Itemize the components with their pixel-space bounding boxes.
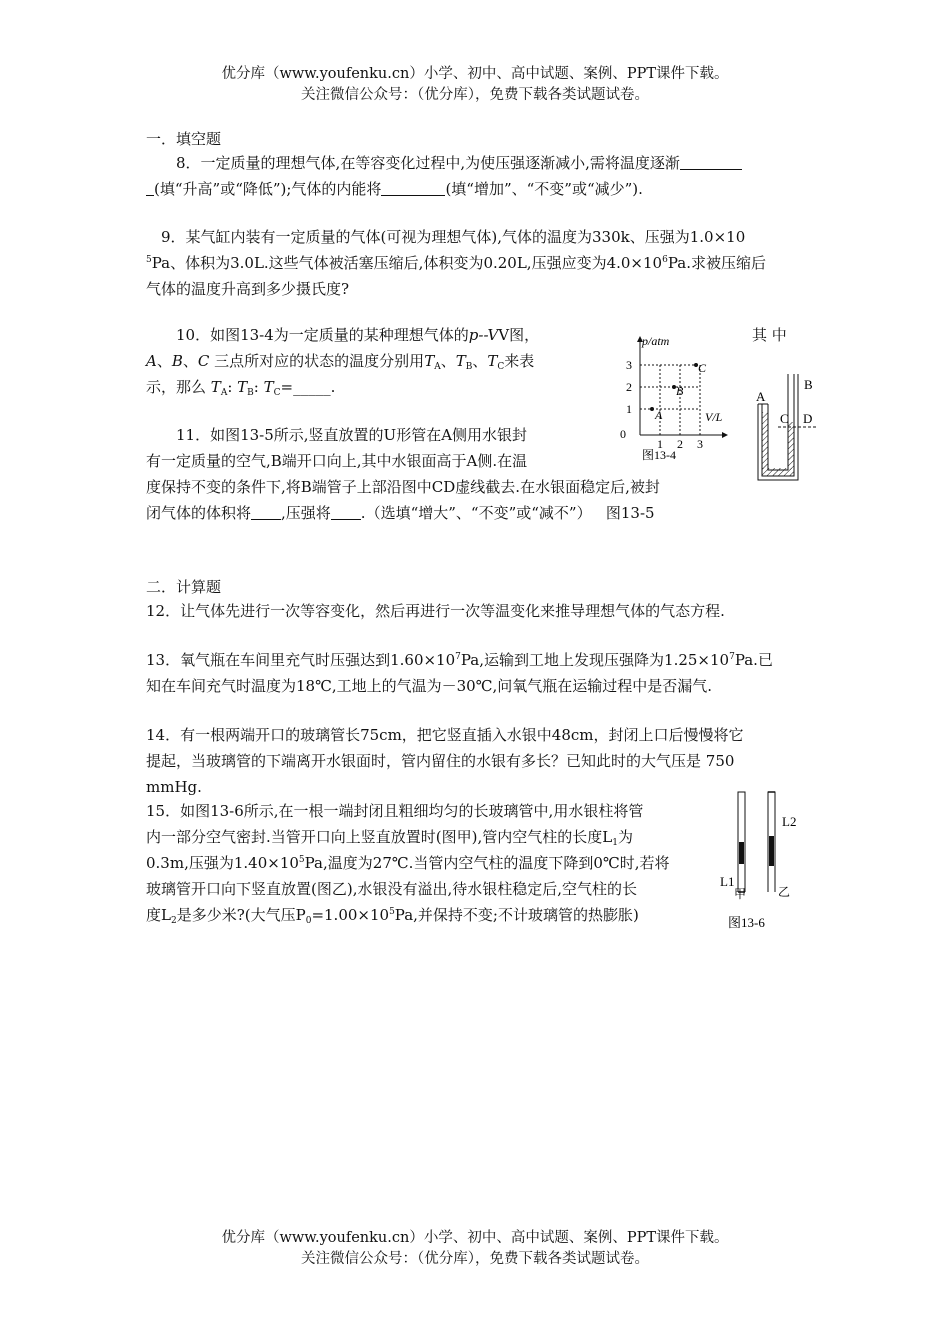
- q12-text: 12．让气体先进行一次等容变化，然后再进行一次等温变化来推导理想气体的气态方程.: [146, 602, 725, 620]
- q15-line5d: Pa,并保持不变;不计玻璃管的热膨胀): [394, 906, 639, 924]
- mercury-jia: [739, 842, 744, 864]
- q9-exp5: 5: [146, 255, 152, 265]
- figure-13-4-caption: 图13-4: [642, 448, 676, 462]
- page-header: [0, 64, 950, 106]
- label-yi: 乙: [778, 885, 791, 899]
- q15-line5b: 是多少米?(大气压P: [176, 906, 306, 924]
- header-line-1: 优分库（www.youfenku.cn）小学、初中、高中试题、案例、PPT课件下载。: [221, 66, 729, 82]
- q10-blank-tc[interactable]: =_____.: [280, 378, 336, 396]
- label-a: A: [655, 408, 663, 422]
- label-jia: 甲: [734, 887, 747, 901]
- question-10: 10．如图13-4为一定质量的某种理想气体的p--VV图， A、B、C 三点所对应的状态的温度分别用$T_A$、$T_B$、$T_C$来表 示，那么 $T_A$: $T_B$: $T_C=\_\_\_\_\_$.: [146, 326, 540, 398]
- figure-13-5: [748, 370, 828, 482]
- mercury-left: [762, 412, 768, 470]
- q14-line3: mmHg.: [146, 778, 202, 796]
- q11-figure-ref: 图13-5: [605, 504, 655, 522]
- figure-13-6-caption: 图13-6: [728, 915, 765, 930]
- label-b: B: [676, 384, 684, 398]
- label-c: C: [698, 361, 707, 375]
- mercury-yi: [769, 836, 774, 866]
- label-b: B: [804, 377, 813, 392]
- q9-line1: 9．某气缸内装有一定质量的气体(可视为理想气体),气体的温度为330k、压强为1.0×10: [161, 228, 746, 246]
- q11-line4a: 闭气体的体积将: [146, 504, 252, 522]
- q9-exp6: 6: [662, 255, 668, 265]
- q9-line2b: Pa.求被压缩后: [667, 254, 766, 272]
- q11-line2: 有一定质量的空气,B端开口向上,其中水银面高于A侧.在温: [146, 452, 528, 470]
- x-tick-3: 3: [697, 437, 703, 451]
- q10-line3a: 示，那么: [146, 378, 207, 396]
- q9-line2a: Pa、体积为3.0L.这些气体被活塞压缩后,体积变为0.20L,压强应变为4.0×10: [151, 254, 663, 272]
- q13-exp-2: 7: [729, 652, 735, 662]
- y-axis-label: p/atm: [642, 334, 670, 348]
- label-l1: L1: [720, 874, 735, 889]
- q11-blank-2[interactable]: [331, 503, 361, 520]
- figure-13-6: [712, 790, 812, 935]
- q15-line5a: 度L: [146, 906, 171, 924]
- header-line-2: 关注微信公众号：（优分库），免费下载各类试题试卷。: [301, 87, 649, 103]
- q8-line2b: (填“增加”、“不变”或“减少”).: [445, 180, 643, 198]
- section-1-title: 一．填空题: [146, 130, 222, 148]
- q11-line4c: .（选填“增大”、“不变”或“减不”）: [360, 504, 592, 522]
- q15-line3b: Pa,温度为27℃.当管内空气柱的温度下降到0℃时,若将: [304, 854, 670, 872]
- q10-qizhong: 其 中: [752, 326, 787, 344]
- page-footer: [0, 1228, 950, 1270]
- q10-line1: 10．如图13-4为一定质量的某种理想气体的: [176, 326, 469, 344]
- q14-line2: 提起，当玻璃管的下端离开水银面时，管内留住的水银有多长？已知此时的大气压是 750: [146, 752, 735, 770]
- q14-line1: 14．有一根两端开口的玻璃管长75cm，把它竖直插入水银中48cm，封闭上口后慢慢将它: [146, 726, 744, 744]
- q15-line1: 15．如图13-6所示,在一根一端封闭且粗细均匀的长玻璃管中,用水银柱将管: [146, 802, 644, 820]
- q15-line2-end: 为: [617, 828, 633, 846]
- y-tick-2: 2: [626, 380, 632, 394]
- question-9: [146, 224, 810, 302]
- q13-line2: 知在车间充气时温度为18℃,工地上的气温为－30℃,问氧气瓶在运输过程中是否漏气.: [146, 677, 713, 695]
- q10-line2: 三点所对应的状态的温度分别用: [214, 352, 425, 370]
- q11-line1: 11．如图13-5所示,竖直放置的U形管在A侧用水银封: [176, 426, 528, 444]
- label-d: D: [803, 411, 813, 426]
- section-2-title: 二．计算题: [146, 578, 222, 596]
- question-13: [146, 647, 810, 699]
- x-tick-1: 1: [657, 437, 663, 451]
- q10-line1b: V图，: [498, 326, 540, 344]
- q8-blank-2[interactable]: [381, 179, 445, 196]
- question-12: [146, 598, 810, 624]
- q8-blank-1-cont: [146, 179, 154, 196]
- question-8: [146, 150, 806, 202]
- q15-line3a: 0.3m,压强为1.40×10: [146, 854, 299, 872]
- origin-label: 0: [620, 427, 626, 441]
- question-14: [146, 722, 810, 800]
- q15-exp-1: 5: [298, 855, 305, 865]
- q15-line4: 玻璃管开口向下竖直放置(图乙),水银没有溢出,待水银柱稳定后,空气柱的长: [146, 880, 638, 898]
- x-tick-2: 2: [677, 437, 683, 451]
- q15-line2: 内一部分空气密封.当管开口向上竖直放置时(图甲),管内空气柱的长度L: [146, 828, 613, 846]
- q13-line1c: Pa.已: [734, 651, 773, 669]
- label-a: A: [756, 389, 766, 404]
- q13-line1a: 13．氧气瓶在车间里充气时压强达到1.60×10: [146, 651, 456, 669]
- label-l2: L2: [782, 814, 797, 829]
- q13-exp-1: 7: [455, 652, 461, 662]
- point-a: [650, 407, 654, 411]
- q11-blank-1[interactable]: [251, 503, 281, 520]
- q15-exp-2: 5: [389, 907, 395, 917]
- q10-pv: p--V: [468, 326, 499, 344]
- q8-blank-1[interactable]: [680, 153, 742, 170]
- question-15: 15．如图13-6所示,在一根一端封闭且粗细均匀的长玻璃管中,用水银柱将管 内一部分空气密封.当管开口向上竖直放置时(图甲),管内空气柱的长度$L_1$为 0.3m,压强为$1.40\times 10^5Pa$,温度为27℃.当管内空气柱的温度下降到0℃时,若将 玻璃管开口向下竖直放置(图乙),水银没有溢出,待水银柱稳定后,空气柱的长 度$L_2$是多少米?(大气压$P_0=1.00\times 10^5Pa$,并保持不变;不计玻璃管的热膨胀): [146, 798, 706, 928]
- q9-line3: 气体的温度升高到多少摄氏度?: [146, 280, 350, 298]
- footer-line-1: 优分库（www.youfenku.cn）小学、初中、高中试题、案例、PPT课件下载。: [221, 1230, 729, 1246]
- q8-line1: 8．一定质量的理想气体,在等容变化过程中,为使压强逐渐减小,需将温度逐渐: [176, 154, 680, 172]
- q11-line4b: ,压强将: [281, 504, 331, 522]
- q11-line3: 度保持不变的条件下,将B端管子上部沿图中CD虚线截去.在水银面稳定后,被封: [146, 478, 660, 496]
- mercury-right: [788, 422, 794, 470]
- x-axis-label: V/L: [705, 410, 723, 424]
- q15-line5c: =1.00×10: [311, 906, 390, 924]
- q8-line2a: (填“升高”或“降低”);气体的内能将: [154, 180, 382, 198]
- y-tick-1: 1: [626, 402, 632, 416]
- y-tick-3: 3: [626, 358, 632, 372]
- footer-line-2: 关注微信公众号：（优分库），免费下载各类试题试卷。: [301, 1251, 649, 1267]
- q13-line1b: Pa,运输到工地上发现压强降为1.25×10: [460, 651, 730, 669]
- question-11: [146, 422, 746, 526]
- label-c: C: [780, 411, 789, 426]
